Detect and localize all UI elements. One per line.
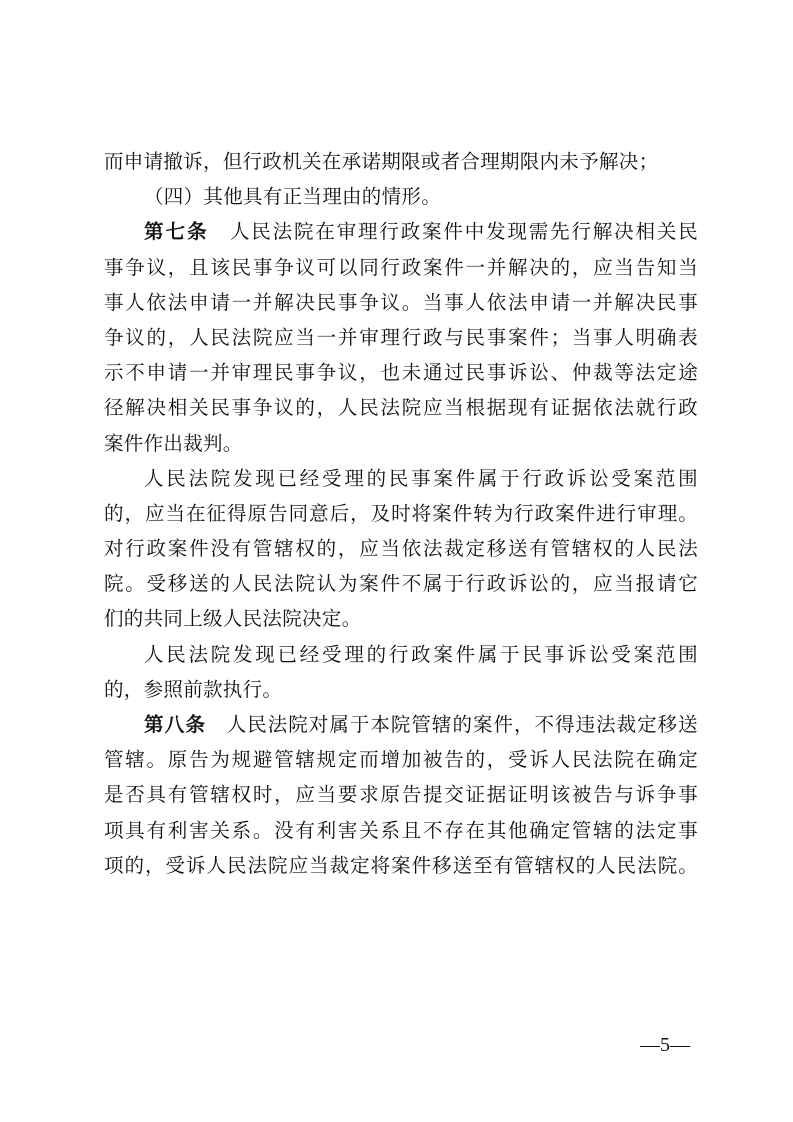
article-heading: 第七条 [144, 220, 209, 244]
text-line: 事争议，且该民事争议可以同行政案件一并解决的，应当告知当 [104, 255, 698, 279]
text-line: 院。受移送的人民法院认为案件不属于行政诉讼的，应当报请它 [104, 572, 698, 596]
text-line: 径解决相关民事争议的，人民法院应当根据现有证据依法就行政 [104, 396, 698, 420]
text-fragment: 人民法院在审理行政案件中发现需先行解决相关民 [228, 220, 698, 244]
paragraph-admin-to-civil [104, 637, 698, 707]
text-line: 人民法院发现已经受理的民事案件属于行政诉讼受案范围 [144, 466, 698, 490]
paragraph-article-7 [104, 214, 698, 460]
paragraph-civil-to-admin [104, 461, 698, 637]
text-line: 们的共同上级人民法院决定。 [104, 607, 362, 631]
text-line: 项具有利害关系。没有利害关系且不存在其他确定管辖的法定事 [104, 818, 698, 842]
text-line: 项的，受诉人民法院应当裁定将案件移送至有管辖权的人民法院。 [104, 853, 698, 877]
text-fragment: 人民法院对属于本院管辖的案件，不得违法裁定移送 [225, 713, 698, 736]
paragraph-article-8 [104, 707, 698, 883]
text-line [104, 707, 698, 742]
text-line: 而申请撤诉，但行政机关在承诺期限或者合理期限内未予解决； [104, 150, 659, 173]
text-line: 示不申请一并审理民事争议，也未通过民事诉讼、仲裁等法定途 [104, 361, 698, 385]
article-heading: 第八条 [144, 713, 207, 736]
text-line: 是否具有管辖权时，应当要求原告提交证据证明该被告与诉争事 [104, 783, 698, 807]
text-line: 对行政案件没有管辖权的，应当依法裁定移送有管辖权的人民法 [104, 537, 698, 561]
text-line [104, 214, 698, 249]
text-line: 的，应当在征得原告同意后，及时将案件转为行政案件进行审理。 [104, 501, 698, 525]
text-line: 的，参照前款执行。 [104, 677, 283, 701]
text-line: 管辖。原告为规避管辖规定而增加被告的，受诉人民法院在确定 [104, 748, 698, 772]
text-line: 事人依法申请一并解决民事争议。当事人依法申请一并解决民事 [104, 290, 698, 314]
paragraph-continuation [104, 144, 698, 179]
text-line: （四）其他具有正当理由的情形。 [144, 185, 442, 209]
document-body [104, 144, 698, 883]
text-line: 争议的，人民法院应当一并审理行政与民事案件；当事人明确表 [104, 325, 698, 349]
page-number: —5— [640, 1034, 690, 1056]
text-line: 人民法院发现已经受理的行政案件属于民事诉讼受案范围 [144, 642, 698, 666]
text-line: 案件作出裁判。 [104, 431, 243, 455]
paragraph-item-4 [104, 179, 698, 214]
